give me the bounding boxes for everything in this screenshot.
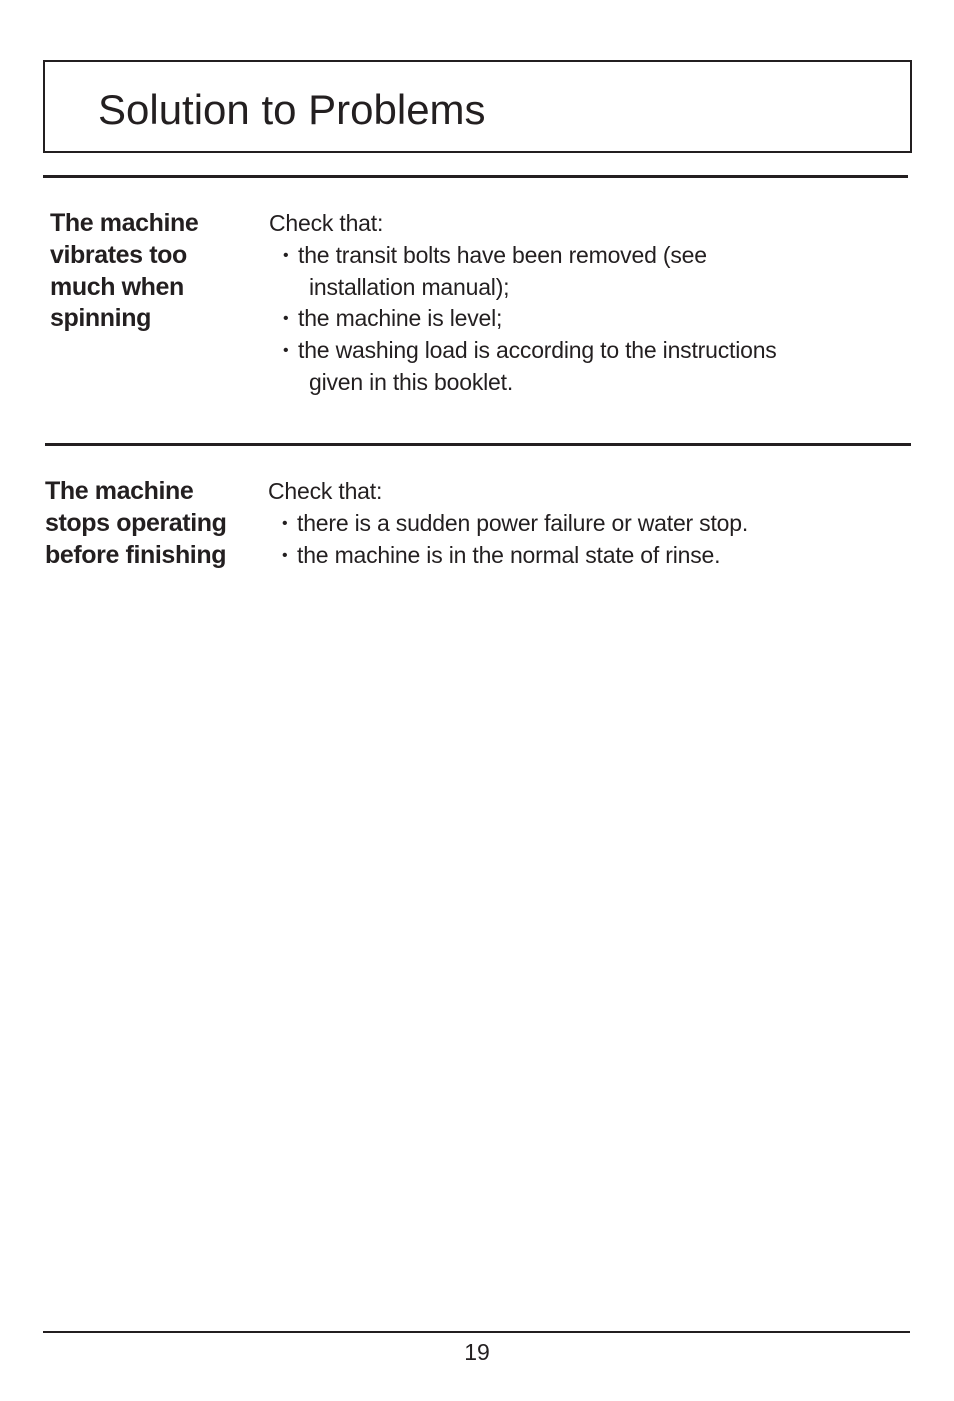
solution-list [268, 508, 748, 572]
list-item-text-continued: installation manual); [309, 273, 510, 300]
title-box [43, 60, 912, 153]
problem-title-line: stops operating [45, 508, 227, 537]
list-item-text: the transit bolts have been removed (see [298, 241, 707, 268]
list-item [268, 540, 748, 572]
list-item-text: the machine is level; [298, 305, 503, 332]
page-title: Solution to Problems [98, 86, 486, 133]
problem-title-vibrates [50, 208, 198, 335]
list-item [269, 303, 777, 335]
bullet-icon: • [283, 246, 289, 264]
footer-divider [43, 1331, 910, 1333]
problem-title-line: much when [50, 272, 184, 301]
section-divider-middle [45, 443, 911, 446]
problem-title-line: spinning [50, 304, 151, 333]
bullet-icon: • [282, 514, 288, 532]
solution-vibrates [269, 208, 777, 399]
section-divider-top [43, 175, 908, 178]
list-item [269, 335, 777, 399]
list-item [268, 508, 748, 540]
problem-title-stops [45, 476, 227, 571]
problem-title-line: vibrates too [50, 240, 187, 269]
list-item-text: the washing load is according to the instructions [298, 337, 777, 364]
bullet-icon: • [283, 342, 289, 360]
list-item-text: the machine is in the normal state of rinse. [297, 541, 721, 568]
solution-intro: Check that: [269, 210, 384, 236]
problem-title-line: before finishing [45, 540, 227, 569]
list-item-text: there is a sudden power failure or water stop. [297, 509, 749, 536]
list-item-text-continued: given in this booklet. [309, 368, 514, 395]
list-item [269, 240, 777, 304]
page-number: 19 [464, 1339, 490, 1365]
problem-title-line: The machine [50, 209, 199, 237]
bullet-icon: • [282, 546, 288, 564]
problem-title-line: The machine [45, 477, 194, 505]
solution-stops [268, 476, 748, 571]
solution-intro: Check that: [268, 478, 383, 504]
bullet-icon: • [283, 310, 289, 328]
solution-list [269, 240, 777, 399]
